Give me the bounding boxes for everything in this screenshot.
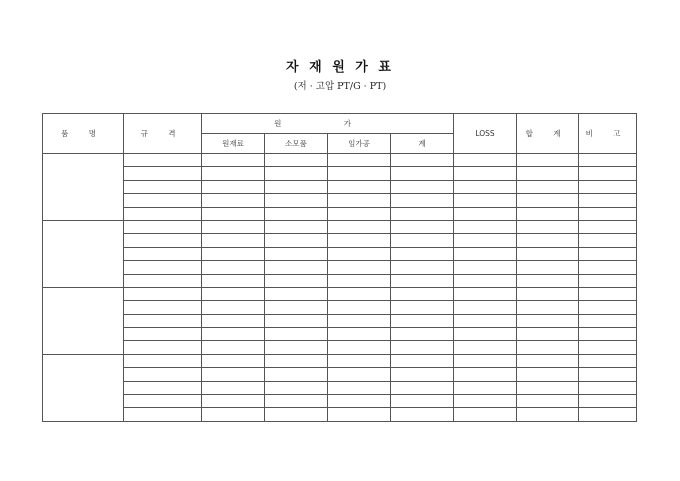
total-cell[interactable]	[517, 395, 579, 408]
spec-cell[interactable]	[124, 180, 202, 193]
table-row	[43, 261, 637, 274]
header-total: 합 계	[517, 114, 579, 154]
table-row	[43, 287, 637, 300]
subtotal-cell[interactable]	[391, 301, 454, 314]
raw-material-cell[interactable]	[202, 194, 265, 207]
processing-cell[interactable]	[328, 301, 391, 314]
spec-cell[interactable]	[124, 234, 202, 247]
remarks-cell[interactable]	[579, 154, 637, 167]
loss-cell[interactable]	[454, 261, 517, 274]
remarks-cell[interactable]	[579, 167, 637, 180]
spec-cell[interactable]	[124, 194, 202, 207]
subtotal-cell[interactable]	[391, 154, 454, 167]
consumables-cell[interactable]	[265, 207, 328, 220]
remarks-cell[interactable]	[579, 301, 637, 314]
table-row	[43, 220, 637, 233]
remarks-cell[interactable]	[579, 381, 637, 394]
subtotal-cell[interactable]	[391, 220, 454, 233]
total-cell[interactable]	[517, 368, 579, 381]
document-subtitle: (저 · 고압 PT/G · PT)	[293, 81, 387, 92]
processing-cell[interactable]	[328, 328, 391, 341]
loss-cell[interactable]	[454, 207, 517, 220]
raw-material-cell[interactable]	[202, 395, 265, 408]
spec-cell[interactable]	[124, 167, 202, 180]
loss-cell[interactable]	[454, 328, 517, 341]
consumables-cell[interactable]	[265, 180, 328, 193]
subtotal-cell[interactable]	[391, 354, 454, 367]
consumables-cell[interactable]	[265, 287, 328, 300]
raw-material-cell[interactable]	[202, 341, 265, 354]
total-cell[interactable]	[517, 274, 579, 287]
loss-cell[interactable]	[454, 341, 517, 354]
raw-material-cell[interactable]	[202, 261, 265, 274]
raw-material-cell[interactable]	[202, 220, 265, 233]
raw-material-cell[interactable]	[202, 180, 265, 193]
table-row	[43, 274, 637, 287]
subtotal-cell[interactable]	[391, 287, 454, 300]
table-row	[43, 381, 637, 394]
total-cell[interactable]	[517, 408, 579, 421]
header-remarks: 비 고	[579, 114, 637, 154]
consumables-cell[interactable]	[265, 261, 328, 274]
processing-cell[interactable]	[328, 180, 391, 193]
table-body	[43, 154, 637, 422]
processing-cell[interactable]	[328, 261, 391, 274]
consumables-cell[interactable]	[265, 354, 328, 367]
loss-cell[interactable]	[454, 301, 517, 314]
spec-cell[interactable]	[124, 381, 202, 394]
raw-material-cell[interactable]	[202, 368, 265, 381]
subtotal-cell[interactable]	[391, 395, 454, 408]
raw-material-cell[interactable]	[202, 314, 265, 327]
table-row	[43, 314, 637, 327]
spec-cell[interactable]	[124, 207, 202, 220]
raw-material-cell[interactable]	[202, 167, 265, 180]
total-cell[interactable]	[517, 354, 579, 367]
total-cell[interactable]	[517, 247, 579, 260]
item-name-cell[interactable]	[43, 220, 124, 287]
total-cell[interactable]	[517, 301, 579, 314]
loss-cell[interactable]	[454, 381, 517, 394]
spec-cell[interactable]	[124, 328, 202, 341]
processing-cell[interactable]	[328, 314, 391, 327]
table-row	[43, 341, 637, 354]
remarks-cell[interactable]	[579, 328, 637, 341]
total-cell[interactable]	[517, 328, 579, 341]
raw-material-cell[interactable]	[202, 381, 265, 394]
table-row	[43, 167, 637, 180]
processing-cell[interactable]	[328, 274, 391, 287]
total-cell[interactable]	[517, 154, 579, 167]
spec-cell[interactable]	[124, 395, 202, 408]
loss-cell[interactable]	[454, 368, 517, 381]
spec-cell[interactable]	[124, 261, 202, 274]
spec-cell[interactable]	[124, 354, 202, 367]
processing-cell[interactable]	[328, 167, 391, 180]
subheader-consumables: 소모품	[265, 134, 328, 154]
table-row	[43, 368, 637, 381]
processing-cell[interactable]	[328, 341, 391, 354]
total-cell[interactable]	[517, 314, 579, 327]
table-row	[43, 247, 637, 260]
processing-cell[interactable]	[328, 395, 391, 408]
header-item-name: 품 명	[43, 114, 124, 154]
consumables-cell[interactable]	[265, 328, 328, 341]
remarks-cell[interactable]	[579, 220, 637, 233]
header-cost-group: 원 가	[202, 114, 454, 134]
total-cell[interactable]	[517, 234, 579, 247]
consumables-cell[interactable]	[265, 408, 328, 421]
spec-cell[interactable]	[124, 368, 202, 381]
raw-material-cell[interactable]	[202, 354, 265, 367]
remarks-cell[interactable]	[579, 234, 637, 247]
consumables-cell[interactable]	[265, 314, 328, 327]
total-cell[interactable]	[517, 207, 579, 220]
total-cell[interactable]	[517, 381, 579, 394]
spec-cell[interactable]	[124, 154, 202, 167]
subtotal-cell[interactable]	[391, 167, 454, 180]
subtotal-cell[interactable]	[391, 234, 454, 247]
processing-cell[interactable]	[328, 207, 391, 220]
subtotal-cell[interactable]	[391, 314, 454, 327]
total-cell[interactable]	[517, 194, 579, 207]
document-title: 자 재 원 가 표	[286, 60, 394, 75]
processing-cell[interactable]	[328, 354, 391, 367]
processing-cell[interactable]	[328, 154, 391, 167]
processing-cell[interactable]	[328, 381, 391, 394]
remarks-cell[interactable]	[579, 368, 637, 381]
spec-cell[interactable]	[124, 220, 202, 233]
total-cell[interactable]	[517, 220, 579, 233]
subheader-raw-material: 원재료	[202, 134, 265, 154]
remarks-cell[interactable]	[579, 314, 637, 327]
spec-cell[interactable]	[124, 274, 202, 287]
subtotal-cell[interactable]	[391, 341, 454, 354]
consumables-cell[interactable]	[265, 194, 328, 207]
loss-cell[interactable]	[454, 194, 517, 207]
raw-material-cell[interactable]	[202, 154, 265, 167]
raw-material-cell[interactable]	[202, 301, 265, 314]
consumables-cell[interactable]	[265, 381, 328, 394]
table-row	[43, 180, 637, 193]
spec-cell[interactable]	[124, 314, 202, 327]
consumables-cell[interactable]	[265, 395, 328, 408]
subtotal-cell[interactable]	[391, 180, 454, 193]
subtotal-cell[interactable]	[391, 368, 454, 381]
consumables-cell[interactable]	[265, 301, 328, 314]
processing-cell[interactable]	[328, 247, 391, 260]
header-loss: LOSS	[454, 114, 517, 154]
remarks-cell[interactable]	[579, 408, 637, 421]
consumables-cell[interactable]	[265, 154, 328, 167]
table-row	[43, 154, 637, 167]
remarks-cell[interactable]	[579, 247, 637, 260]
subheader-subtotal: 계	[391, 134, 454, 154]
raw-material-cell[interactable]	[202, 328, 265, 341]
processing-cell[interactable]	[328, 194, 391, 207]
processing-cell[interactable]	[328, 287, 391, 300]
header-spec: 규 격	[124, 114, 202, 154]
consumables-cell[interactable]	[265, 167, 328, 180]
total-cell[interactable]	[517, 287, 579, 300]
item-name-cell[interactable]	[43, 154, 124, 221]
total-cell[interactable]	[517, 167, 579, 180]
raw-material-cell[interactable]	[202, 247, 265, 260]
table-row	[43, 408, 637, 421]
loss-cell[interactable]	[454, 180, 517, 193]
spec-cell[interactable]	[124, 287, 202, 300]
remarks-cell[interactable]	[579, 287, 637, 300]
consumables-cell[interactable]	[265, 274, 328, 287]
loss-cell[interactable]	[454, 287, 517, 300]
raw-material-cell[interactable]	[202, 408, 265, 421]
loss-cell[interactable]	[454, 395, 517, 408]
consumables-cell[interactable]	[265, 220, 328, 233]
subheader-processing: 임가공	[328, 134, 391, 154]
material-cost-table	[42, 113, 637, 422]
loss-cell[interactable]	[454, 247, 517, 260]
subtotal-cell[interactable]	[391, 194, 454, 207]
loss-cell[interactable]	[454, 167, 517, 180]
consumables-cell[interactable]	[265, 368, 328, 381]
subtotal-cell[interactable]	[391, 261, 454, 274]
table-header-row	[43, 114, 637, 134]
loss-cell[interactable]	[454, 154, 517, 167]
loss-cell[interactable]	[454, 234, 517, 247]
raw-material-cell[interactable]	[202, 287, 265, 300]
table-row	[43, 328, 637, 341]
spec-cell[interactable]	[124, 247, 202, 260]
subtotal-cell[interactable]	[391, 381, 454, 394]
raw-material-cell[interactable]	[202, 274, 265, 287]
remarks-cell[interactable]	[579, 274, 637, 287]
item-name-cell[interactable]	[43, 354, 124, 421]
remarks-cell[interactable]	[579, 395, 637, 408]
remarks-cell[interactable]	[579, 261, 637, 274]
loss-cell[interactable]	[454, 274, 517, 287]
subtotal-cell[interactable]	[391, 328, 454, 341]
remarks-cell[interactable]	[579, 207, 637, 220]
table-row	[43, 194, 637, 207]
total-cell[interactable]	[517, 261, 579, 274]
consumables-cell[interactable]	[265, 247, 328, 260]
processing-cell[interactable]	[328, 234, 391, 247]
processing-cell[interactable]	[328, 368, 391, 381]
spec-cell[interactable]	[124, 341, 202, 354]
total-cell[interactable]	[517, 341, 579, 354]
item-name-cell[interactable]	[43, 287, 124, 354]
table-row	[43, 354, 637, 367]
loss-cell[interactable]	[454, 220, 517, 233]
remarks-cell[interactable]	[579, 341, 637, 354]
table-row	[43, 234, 637, 247]
subtotal-cell[interactable]	[391, 247, 454, 260]
remarks-cell[interactable]	[579, 194, 637, 207]
spec-cell[interactable]	[124, 301, 202, 314]
processing-cell[interactable]	[328, 220, 391, 233]
total-cell[interactable]	[517, 180, 579, 193]
raw-material-cell[interactable]	[202, 234, 265, 247]
loss-cell[interactable]	[454, 314, 517, 327]
remarks-cell[interactable]	[579, 354, 637, 367]
consumables-cell[interactable]	[265, 234, 328, 247]
subtotal-cell[interactable]	[391, 207, 454, 220]
loss-cell[interactable]	[454, 408, 517, 421]
spec-cell[interactable]	[124, 408, 202, 421]
subtotal-cell[interactable]	[391, 274, 454, 287]
loss-cell[interactable]	[454, 354, 517, 367]
remarks-cell[interactable]	[579, 180, 637, 193]
consumables-cell[interactable]	[265, 341, 328, 354]
table-row	[43, 301, 637, 314]
raw-material-cell[interactable]	[202, 207, 265, 220]
table-row	[43, 207, 637, 220]
subtotal-cell[interactable]	[391, 408, 454, 421]
processing-cell[interactable]	[328, 408, 391, 421]
table-row	[43, 395, 637, 408]
